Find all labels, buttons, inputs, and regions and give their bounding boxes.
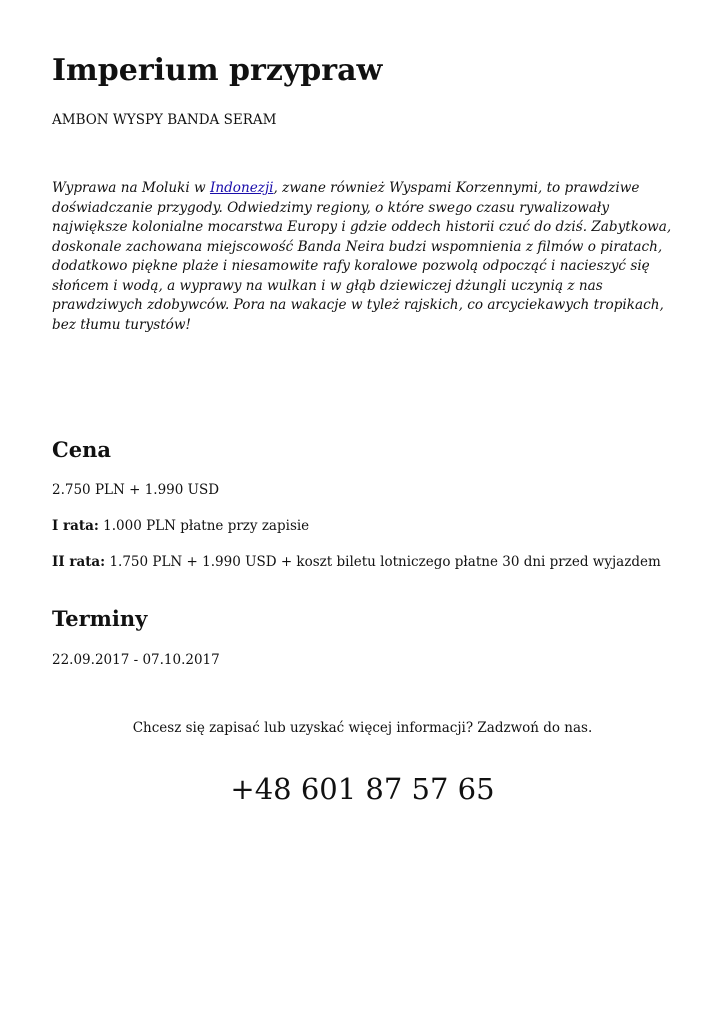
first-installment-text: 1.000 PLN płatne przy zapisie <box>98 518 310 534</box>
second-installment <box>52 553 661 571</box>
price-total: 2.750 PLN + 1.990 USD <box>52 482 220 498</box>
intro-text-rest: , zwane również Wyspami Korzennymi, to prawdziwe doświadczanie przygody. Odwiedzimy regiony, o które swego czasu rywalizowały największe kolonialne mocarstwa Europy i gdzie oddech historii czuć do dziś. Zabytkowa, doskonale zachowana miejscowość Banda Neira budzi wspomnienia z filmów o piratach, dodatkowo piękne plaże i niesamowite rafy koralowe pozwolą odpocząć i nacieszyć się słońcem i wodą, a wyprawy na wulkan i w głąb dziewiczej dżungli uczynią z nas prawdziwych zdobywców. Pora na wakacje w tyleż rajskich, co arcyciekawych tropikach, bez tłumu turystów! <box>52 180 672 333</box>
intro-text-start: Wyprawa na Moluki w <box>52 180 210 196</box>
intro-paragraph <box>52 179 682 335</box>
second-installment-text: 1.750 PLN + 1.990 USD + koszt biletu lotniczego płatne 30 dni przed wyjazdem <box>105 554 661 570</box>
first-installment <box>52 517 309 535</box>
phone-number: +48 601 87 57 65 <box>230 772 495 806</box>
price-heading: Cena <box>52 437 111 462</box>
second-installment-label: II rata: <box>52 554 106 570</box>
page-title: Imperium przypraw <box>52 53 383 88</box>
indonesia-link[interactable]: Indonezji <box>209 180 274 196</box>
dates-heading: Terminy <box>52 606 148 631</box>
contact-prompt: Chcesz się zapisać lub uzyskać więcej informacji? Zadzwoń do nas. <box>132 720 593 736</box>
date-range: 22.09.2017 - 07.10.2017 <box>52 652 220 668</box>
first-installment-label: I rata: <box>52 518 99 534</box>
destinations-subtitle: AMBON WYSPY BANDA SERAM <box>52 112 277 128</box>
